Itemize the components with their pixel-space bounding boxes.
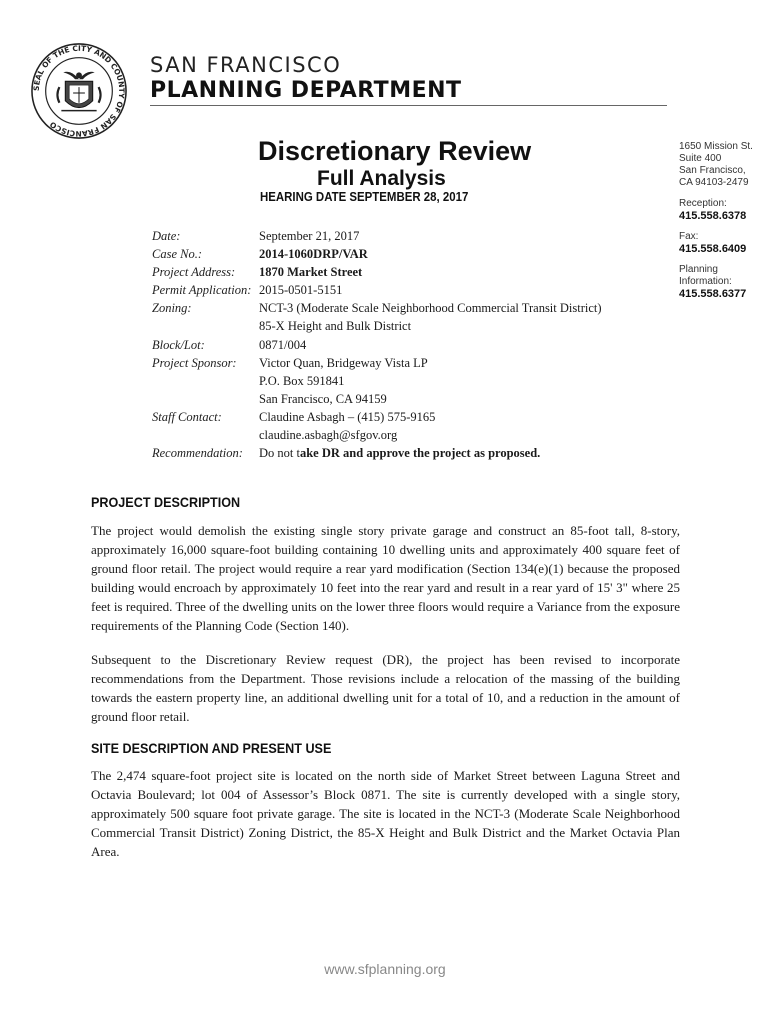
address-line: CA 94103-2479 bbox=[679, 177, 749, 188]
meta-value: 2014-1060DRP/VAR bbox=[259, 247, 368, 262]
address-line: San Francisco, bbox=[679, 165, 746, 176]
contact-reception bbox=[679, 198, 769, 222]
meta-value: 0871/004 bbox=[259, 337, 307, 352]
meta-label: Project Address: bbox=[152, 265, 236, 280]
case-metadata bbox=[152, 227, 602, 462]
contact-label: Fax: bbox=[679, 231, 699, 242]
meta-value: Victor Quan, Bridgeway Vista LP bbox=[259, 355, 428, 370]
recommendation-bold: ake DR and approve the project as proposed. bbox=[299, 446, 541, 461]
contact-number: 415.558.6377 bbox=[679, 288, 747, 300]
meta-row-date bbox=[152, 227, 602, 245]
section-heading-project-description: PROJECT DESCRIPTION bbox=[91, 494, 241, 510]
meta-value: 2015-0501-5151 bbox=[259, 283, 343, 298]
contact-label: Reception: bbox=[679, 198, 727, 209]
meta-value: P.O. Box 591841 bbox=[259, 373, 345, 388]
contact-label: Information: bbox=[679, 276, 732, 287]
section-heading-site-description: SITE DESCRIPTION AND PRESENT USE bbox=[91, 740, 332, 756]
meta-row-project-address bbox=[152, 263, 602, 281]
department-contact-sidebar bbox=[679, 141, 769, 300]
meta-value: 1870 Market Street bbox=[259, 265, 363, 280]
document-subtitle: Full Analysis bbox=[317, 167, 446, 190]
meta-row-recommendation bbox=[152, 444, 602, 462]
meta-label: Recommendation: bbox=[152, 446, 243, 461]
contact-label: Planning bbox=[679, 264, 718, 275]
meta-value: NCT-3 (Moderate Scale Neighborhood Commercial Transit District) bbox=[259, 301, 602, 316]
svg-text:SEAL OF THE CITY AND COUNTY OF: SEAL OF THE CITY AND COUNTY OF SAN FRANCISCO bbox=[31, 43, 127, 139]
email-address: claudine.asbagh@sfgov.org bbox=[259, 428, 398, 443]
city-seal-logo bbox=[30, 42, 128, 140]
meta-label: Permit Application: bbox=[152, 283, 252, 298]
project-description-paragraph-2: Subsequent to the Discretionary Review request (DR), the project has been revised to incorporate recommendations from the Department. Those revisions include a relocation of the massing of the building towards the eastern property line, an additional dwelling unit for a total of 10, and a reduction in the amount of ground floor retail. bbox=[91, 652, 680, 724]
contact-planning-information bbox=[679, 264, 769, 300]
meta-value: September 21, 2017 bbox=[259, 229, 360, 243]
meta-label: Date: bbox=[152, 229, 181, 243]
header-divider bbox=[150, 105, 667, 106]
meta-value: San Francisco, CA 94159 bbox=[259, 391, 387, 406]
address-line: 1650 Mission St. bbox=[679, 141, 753, 152]
meta-row-block-lot bbox=[152, 336, 602, 354]
recommendation-text bbox=[259, 444, 540, 462]
hearing-date: HEARING DATE SEPTEMBER 28, 2017 bbox=[260, 189, 469, 204]
contact-fax bbox=[679, 231, 769, 255]
meta-value: 85-X Height and Bulk District bbox=[259, 319, 412, 334]
contact-number: 415.558.6409 bbox=[679, 243, 747, 255]
recommendation-plain: Do not t bbox=[259, 446, 300, 461]
org-name-line-2: PLANNING DEPARTMENT bbox=[150, 78, 462, 103]
org-name-line-1: SAN FRANCISCO bbox=[150, 53, 342, 77]
meta-label: Project Sponsor: bbox=[152, 355, 237, 370]
meta-row-case-number bbox=[152, 245, 602, 263]
meta-row-permit-application bbox=[152, 281, 602, 299]
meta-row-staff-contact bbox=[152, 408, 602, 444]
site-description-paragraph-1: The 2,474 square-foot project site is located on the north side of Market Street between Laguna Street and Octavia Boulevard; lot 004 of Assessor’s Block 0871. The site is currently developed with a single story, approximately 500 square foot private garage. The site is located in the NCT-3 (Moderate Scale Neighborhood Commercial Transit District) Zoning District, the 85-X Height and Bulk District and the Market Octavia Plan Area. bbox=[91, 768, 680, 859]
footer-website-url: www.sfplanning.org bbox=[324, 961, 446, 977]
project-description-paragraph-1: The project would demolish the existing single story private garage and construct an 85-foot tall, 8-story, approximately 16,000 square-foot building containing 10 dwelling units and approximately 400 square feet of ground floor retail. The project would require a rear yard modification (Section 134(e)(1) because the proposed building would encroach by approximately 10 feet into the rear yard and result in a rear yard of 15' 3" where 25 feet is required. Three of the dwelling units on the lower three floors would require a Variance from the exposure requirements of the Planning Code (Section 140). bbox=[91, 523, 680, 633]
meta-label: Staff Contact: bbox=[152, 409, 222, 424]
meta-row-project-sponsor bbox=[152, 354, 602, 408]
meta-label: Zoning: bbox=[152, 301, 192, 316]
meta-row-zoning bbox=[152, 299, 602, 335]
document-title: Discretionary Review bbox=[258, 136, 532, 166]
meta-label: Block/Lot: bbox=[152, 337, 205, 352]
meta-label: Case No.: bbox=[152, 247, 202, 262]
contact-number: 415.558.6378 bbox=[679, 210, 747, 222]
meta-value: Claudine Asbagh – (415) 575-9165 bbox=[259, 409, 436, 424]
address-line: Suite 400 bbox=[679, 153, 722, 164]
